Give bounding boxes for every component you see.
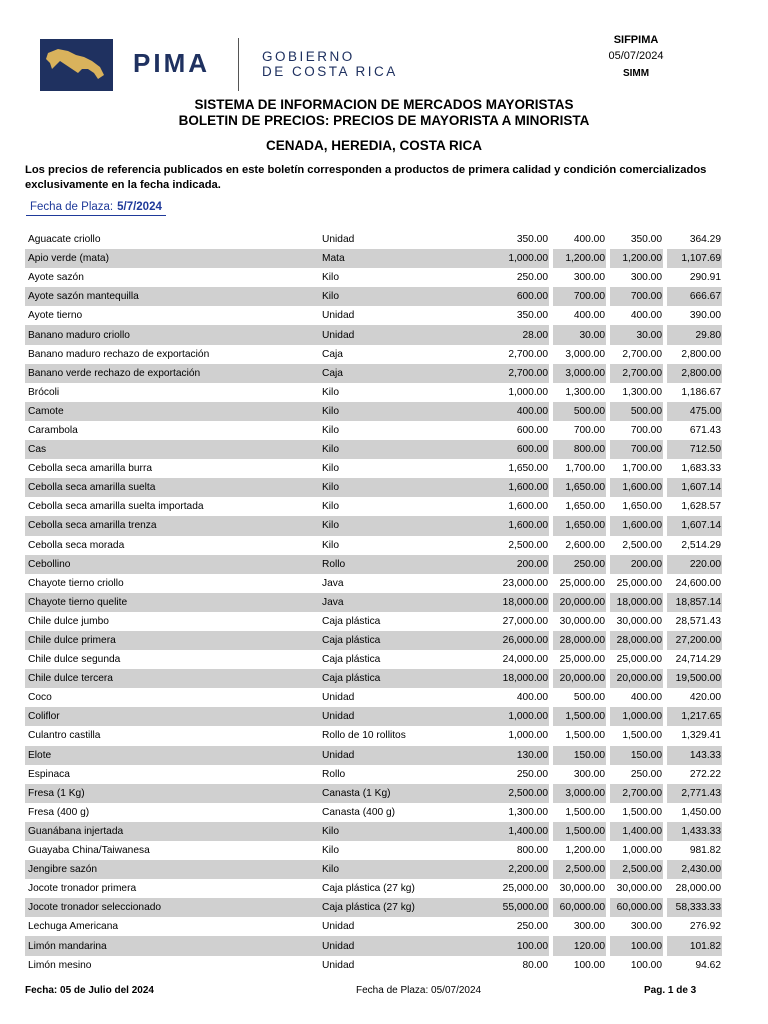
table-row xyxy=(25,726,722,745)
price-max: 1,650.00 xyxy=(565,501,605,513)
product-name: Cebolla seca morada xyxy=(28,539,125,551)
logo-divider xyxy=(238,38,239,91)
price-max: 25,000.00 xyxy=(559,654,605,666)
price-max: 1,500.00 xyxy=(565,806,605,818)
price-min: 2,700.00 xyxy=(492,364,549,383)
product-name: Culantro castilla xyxy=(28,730,101,742)
table-row xyxy=(25,287,722,306)
price-max: 3,000.00 xyxy=(553,364,606,383)
price-mode: 1,200.00 xyxy=(610,249,663,268)
price-max: 20,000.00 xyxy=(553,593,606,612)
product-name: Ayote tierno xyxy=(28,310,83,322)
price-mode: 1,500.00 xyxy=(622,806,662,818)
price-mode: 1,000.00 xyxy=(622,845,662,857)
fecha-plaza-value: 5/7/2024 xyxy=(117,201,162,213)
product-name: Chayote tierno quelite xyxy=(25,593,317,612)
product-name: Jocote tronador seleccionado xyxy=(25,898,317,917)
price-min: 2,200.00 xyxy=(492,860,549,879)
product-name: Lechuga Americana xyxy=(28,921,119,933)
unit-name: Java xyxy=(317,593,492,612)
price-avg: 272.22 xyxy=(689,768,721,780)
price-avg: 1,607.14 xyxy=(667,478,722,497)
table-row xyxy=(25,707,722,726)
table-row xyxy=(25,822,722,841)
price-avg: 2,514.29 xyxy=(681,539,721,551)
unit-name: Caja plástica (27 kg) xyxy=(317,898,492,917)
unit-name: Kilo xyxy=(322,463,339,475)
price-mode: 2,500.00 xyxy=(622,539,662,551)
price-mode: 30,000.00 xyxy=(616,883,662,895)
unit-name: Kilo xyxy=(317,478,492,497)
price-avg: 2,800.00 xyxy=(681,348,721,360)
unit-name: Kilo xyxy=(322,424,339,436)
price-avg: 1,329.41 xyxy=(681,730,721,742)
price-min: 600.00 xyxy=(492,287,549,306)
product-name: Banano maduro rechazo de exportación xyxy=(28,348,210,360)
price-avg: 2,800.00 xyxy=(667,364,722,383)
price-max: 400.00 xyxy=(573,234,605,246)
table-row xyxy=(25,574,722,593)
table-row xyxy=(25,688,722,707)
price-mode: 18,000.00 xyxy=(610,593,663,612)
price-avg: 276.92 xyxy=(689,921,721,933)
price-max: 150.00 xyxy=(553,746,606,765)
fecha-plaza-label: Fecha de Plaza: xyxy=(30,201,114,213)
price-min: 80.00 xyxy=(522,959,548,971)
unit-name: Unidad xyxy=(317,707,492,726)
unit-name: Rollo xyxy=(317,555,492,574)
table-row xyxy=(25,765,722,784)
title-line-3: CENADA, HEREDIA, COSTA RICA xyxy=(265,138,482,153)
unit-name: Unidad xyxy=(317,936,492,955)
table-row xyxy=(25,249,722,268)
product-name: Fresa (400 g) xyxy=(28,806,90,818)
price-min: 27,000.00 xyxy=(502,615,548,627)
unit-name: Kilo xyxy=(322,539,339,551)
price-mode: 30,000.00 xyxy=(616,615,662,627)
unit-name: Unidad xyxy=(322,310,355,322)
unit-name: Unidad xyxy=(322,692,355,704)
table-row xyxy=(25,421,722,440)
price-min: 55,000.00 xyxy=(492,898,549,917)
price-max: 700.00 xyxy=(573,424,605,436)
product-name: Chile dulce primera xyxy=(25,631,317,650)
table-row xyxy=(25,746,722,765)
price-mode: 25,000.00 xyxy=(616,654,662,666)
gov-line-1: GOBIERNO xyxy=(262,49,355,64)
price-min: 250.00 xyxy=(516,768,548,780)
table-row xyxy=(25,364,722,383)
price-mode: 150.00 xyxy=(610,746,663,765)
table-row xyxy=(25,650,722,669)
pima-logo-text: PIMA xyxy=(133,48,210,78)
unit-name: Canasta (1 Kg) xyxy=(317,784,492,803)
table-row xyxy=(25,879,722,898)
price-min: 2,500.00 xyxy=(508,539,548,551)
table-row xyxy=(25,784,722,803)
price-max: 30.00 xyxy=(553,325,606,344)
unit-name: Kilo xyxy=(322,272,339,284)
costa-rica-map-logo xyxy=(40,39,113,91)
price-max: 20,000.00 xyxy=(553,669,606,688)
product-name: Brócoli xyxy=(28,386,60,398)
table-row xyxy=(25,917,722,936)
product-name: Guayaba China/Taiwanesa xyxy=(28,845,150,857)
price-min: 350.00 xyxy=(516,234,548,246)
price-avg: 1,433.33 xyxy=(667,822,722,841)
price-avg: 28,571.43 xyxy=(675,615,721,627)
price-max: 2,600.00 xyxy=(565,539,605,551)
unit-name: Kilo xyxy=(317,287,492,306)
price-min: 2,500.00 xyxy=(492,784,549,803)
price-avg: 1,107.69 xyxy=(667,249,722,268)
unit-name: Caja plástica xyxy=(322,615,381,627)
table-row xyxy=(25,669,722,688)
table-row xyxy=(25,936,722,955)
table-row xyxy=(25,306,722,325)
product-name: Jocote tronador primera xyxy=(28,883,137,895)
unit-name: Kilo xyxy=(317,402,492,421)
product-name: Chile dulce tercera xyxy=(25,669,317,688)
price-max: 100.00 xyxy=(573,959,605,971)
price-mode: 100.00 xyxy=(630,959,662,971)
price-max: 3,000.00 xyxy=(565,348,605,360)
price-min: 600.00 xyxy=(516,424,548,436)
price-max: 800.00 xyxy=(553,440,606,459)
title-line-1: SISTEMA DE INFORMACION DE MERCADOS MAYORISTAS xyxy=(194,97,574,112)
product-name: Carambola xyxy=(28,424,78,436)
unit-name: Caja plástica xyxy=(322,654,381,666)
price-avg: 290.91 xyxy=(689,272,721,284)
price-max: 400.00 xyxy=(573,310,605,322)
unit-name: Unidad xyxy=(322,959,355,971)
price-max: 30,000.00 xyxy=(559,883,605,895)
price-mode: 2,700.00 xyxy=(622,348,662,360)
price-min: 26,000.00 xyxy=(492,631,549,650)
price-avg: 19,500.00 xyxy=(667,669,722,688)
price-max: 1,650.00 xyxy=(553,478,606,497)
price-min: 130.00 xyxy=(492,746,549,765)
price-max: 500.00 xyxy=(573,692,605,704)
price-avg: 27,200.00 xyxy=(667,631,722,650)
price-min: 1,600.00 xyxy=(492,516,549,535)
price-avg: 24,600.00 xyxy=(675,577,721,589)
price-mode: 100.00 xyxy=(610,936,663,955)
table-row xyxy=(25,268,722,287)
table-row xyxy=(25,325,722,344)
price-max: 30,000.00 xyxy=(559,615,605,627)
footer-page: Pag. 1 de 3 xyxy=(644,985,697,996)
price-min: 800.00 xyxy=(516,845,548,857)
product-name: Espinaca xyxy=(28,768,70,780)
fecha-plaza xyxy=(26,201,166,216)
price-max: 1,500.00 xyxy=(565,730,605,742)
price-mode: 1,650.00 xyxy=(622,501,662,513)
price-mode: 2,700.00 xyxy=(610,364,663,383)
price-max: 25,000.00 xyxy=(559,577,605,589)
price-avg: 143.33 xyxy=(667,746,722,765)
product-name: Coliflor xyxy=(25,707,317,726)
price-avg: 18,857.14 xyxy=(667,593,722,612)
price-min: 1,300.00 xyxy=(508,806,548,818)
table-row xyxy=(25,497,722,516)
price-min: 400.00 xyxy=(516,692,548,704)
price-max: 28,000.00 xyxy=(553,631,606,650)
unit-name: Rollo xyxy=(322,768,346,780)
system-code: SIFPIMA xyxy=(613,34,659,46)
price-max: 500.00 xyxy=(553,402,606,421)
unit-name: Mata xyxy=(317,249,492,268)
product-name: Ayote sazón mantequilla xyxy=(25,287,317,306)
price-avg: 1,217.65 xyxy=(667,707,722,726)
table-row xyxy=(25,956,722,975)
price-avg: 1,683.33 xyxy=(681,463,721,475)
price-min: 1,000.00 xyxy=(508,730,548,742)
price-min: 24,000.00 xyxy=(502,654,548,666)
price-mode: 300.00 xyxy=(630,272,662,284)
price-avg: 58,333.33 xyxy=(667,898,722,917)
price-mode: 350.00 xyxy=(630,234,662,246)
price-avg: 94.62 xyxy=(695,959,721,971)
price-mode: 250.00 xyxy=(630,768,662,780)
price-min: 23,000.00 xyxy=(502,577,548,589)
price-max: 1,650.00 xyxy=(553,516,606,535)
price-min: 1,000.00 xyxy=(492,707,549,726)
table-row xyxy=(25,536,722,555)
price-avg: 671.43 xyxy=(689,424,721,436)
price-avg: 220.00 xyxy=(667,555,722,574)
price-mode: 25,000.00 xyxy=(616,577,662,589)
price-mode: 1,600.00 xyxy=(610,516,663,535)
price-mode: 500.00 xyxy=(610,402,663,421)
price-max: 120.00 xyxy=(553,936,606,955)
product-name: Fresa (1 Kg) xyxy=(25,784,317,803)
table-row xyxy=(25,803,722,822)
price-mode: 300.00 xyxy=(630,921,662,933)
price-min: 1,600.00 xyxy=(492,478,549,497)
price-mode: 1,000.00 xyxy=(610,707,663,726)
price-mode: 1,400.00 xyxy=(610,822,663,841)
price-max: 250.00 xyxy=(553,555,606,574)
unit-name: Unidad xyxy=(317,746,492,765)
price-avg: 24,714.29 xyxy=(675,654,721,666)
price-max: 2,500.00 xyxy=(553,860,606,879)
price-mode: 60,000.00 xyxy=(610,898,663,917)
price-avg: 28,000.00 xyxy=(675,883,721,895)
price-table xyxy=(25,230,722,975)
table-row xyxy=(25,402,722,421)
price-avg: 1,450.00 xyxy=(681,806,721,818)
price-min: 1,650.00 xyxy=(508,463,548,475)
price-mode: 30.00 xyxy=(610,325,663,344)
product-name: Limón mandarina xyxy=(25,936,317,955)
table-row xyxy=(25,898,722,917)
price-max: 60,000.00 xyxy=(553,898,606,917)
government-logo-text xyxy=(262,49,398,79)
price-min: 350.00 xyxy=(516,310,548,322)
unit-name: Unidad xyxy=(322,234,355,246)
price-max: 1,700.00 xyxy=(565,463,605,475)
price-mode: 200.00 xyxy=(610,555,663,574)
price-min: 18,000.00 xyxy=(492,593,549,612)
product-name: Cebolla seca amarilla trenza xyxy=(25,516,317,535)
sub-code: SIMM xyxy=(622,68,650,79)
product-name: Cebolla seca amarilla burra xyxy=(28,463,153,475)
price-avg: 1,628.57 xyxy=(681,501,721,513)
footer-date: Fecha: 05 de Julio del 2024 xyxy=(25,985,154,996)
price-max: 700.00 xyxy=(553,287,606,306)
gov-line-2: DE COSTA RICA xyxy=(262,64,398,79)
price-max: 300.00 xyxy=(573,272,605,284)
map-icon xyxy=(40,39,113,91)
price-max: 300.00 xyxy=(573,921,605,933)
table-row xyxy=(25,230,722,249)
price-mode: 400.00 xyxy=(630,692,662,704)
unit-name: Caja plástica xyxy=(317,669,492,688)
table-row xyxy=(25,516,722,535)
price-min: 1,000.00 xyxy=(508,386,548,398)
unit-name: Kilo xyxy=(317,516,492,535)
price-min: 1,000.00 xyxy=(492,249,549,268)
price-min: 18,000.00 xyxy=(492,669,549,688)
unit-name: Kilo xyxy=(317,860,492,879)
price-avg: 390.00 xyxy=(689,310,721,322)
unit-name: Kilo xyxy=(322,845,339,857)
product-name: Camote xyxy=(25,402,317,421)
price-mode: 400.00 xyxy=(630,310,662,322)
price-avg: 2,430.00 xyxy=(667,860,722,879)
price-min: 28.00 xyxy=(492,325,549,344)
price-mode: 700.00 xyxy=(610,440,663,459)
price-avg: 2,771.43 xyxy=(667,784,722,803)
product-name: Banano maduro criollo xyxy=(25,325,317,344)
table-row xyxy=(25,841,722,860)
table-row xyxy=(25,555,722,574)
price-avg: 1,186.67 xyxy=(681,386,721,398)
product-name: Cas xyxy=(25,440,317,459)
table-row xyxy=(25,860,722,879)
footer-fecha-plaza: Fecha de Plaza: 05/07/2024 xyxy=(356,985,482,996)
product-name: Cebolla seca amarilla suelta xyxy=(25,478,317,497)
unit-name: Kilo xyxy=(317,822,492,841)
price-mode: 2,700.00 xyxy=(610,784,663,803)
table-row xyxy=(25,631,722,650)
price-avg: 101.82 xyxy=(667,936,722,955)
price-min: 250.00 xyxy=(516,272,548,284)
product-name: Apio verde (mata) xyxy=(25,249,317,268)
price-min: 600.00 xyxy=(492,440,549,459)
product-name: Guanábana injertada xyxy=(25,822,317,841)
product-name: Coco xyxy=(28,692,52,704)
price-mode: 1,600.00 xyxy=(610,478,663,497)
unit-name: Caja plástica (27 kg) xyxy=(322,883,415,895)
price-max: 1,500.00 xyxy=(553,707,606,726)
price-avg: 364.29 xyxy=(689,234,721,246)
unit-name: Caja xyxy=(317,364,492,383)
table-row xyxy=(25,593,722,612)
table-row xyxy=(25,478,722,497)
unit-name: Kilo xyxy=(317,440,492,459)
price-min: 25,000.00 xyxy=(502,883,548,895)
unit-name: Unidad xyxy=(317,325,492,344)
product-name: Chayote tierno criollo xyxy=(28,577,124,589)
price-mode: 1,500.00 xyxy=(622,730,662,742)
price-max: 1,200.00 xyxy=(553,249,606,268)
price-avg: 475.00 xyxy=(667,402,722,421)
product-name: Banano verde rechazo de exportación xyxy=(25,364,317,383)
price-min: 100.00 xyxy=(492,936,549,955)
product-name: Chile dulce jumbo xyxy=(28,615,109,627)
unit-name: Caja xyxy=(322,348,343,360)
price-max: 1,500.00 xyxy=(553,822,606,841)
product-name: Chile dulce segunda xyxy=(28,654,121,666)
price-mode: 20,000.00 xyxy=(610,669,663,688)
table-row xyxy=(25,383,722,402)
price-avg: 666.67 xyxy=(667,287,722,306)
price-min: 1,600.00 xyxy=(508,501,548,513)
unit-name: Caja plástica xyxy=(317,631,492,650)
price-avg: 420.00 xyxy=(689,692,721,704)
product-name: Aguacate criollo xyxy=(28,234,101,246)
disclaimer-note: Los precios de referencia publicados en este boletín corresponden a productos de primera calidad y condición comercializados exclusivamente en la fecha indicada. xyxy=(25,164,707,191)
unit-name: Unidad xyxy=(322,921,355,933)
unit-name: Java xyxy=(322,577,344,589)
product-name: Ayote sazón xyxy=(28,272,84,284)
price-avg: 981.82 xyxy=(689,845,721,857)
product-name: Jengibre sazón xyxy=(25,860,317,879)
price-mode: 2,500.00 xyxy=(610,860,663,879)
price-avg: 29.80 xyxy=(667,325,722,344)
price-max: 1,200.00 xyxy=(565,845,605,857)
price-avg: 712.50 xyxy=(667,440,722,459)
price-min: 200.00 xyxy=(492,555,549,574)
price-avg: 1,607.14 xyxy=(667,516,722,535)
unit-name: Kilo xyxy=(322,501,339,513)
price-min: 250.00 xyxy=(516,921,548,933)
table-row xyxy=(25,612,722,631)
price-max: 300.00 xyxy=(573,768,605,780)
table-row xyxy=(25,440,722,459)
product-name: Elote xyxy=(25,746,317,765)
price-min: 400.00 xyxy=(492,402,549,421)
price-mode: 700.00 xyxy=(610,287,663,306)
price-mode: 28,000.00 xyxy=(610,631,663,650)
table-row xyxy=(25,345,722,364)
unit-name: Rollo de 10 rollitos xyxy=(322,730,406,742)
price-mode: 700.00 xyxy=(630,424,662,436)
price-mode: 1,300.00 xyxy=(622,386,662,398)
unit-name: Canasta (400 g) xyxy=(322,806,396,818)
title-line-2: BOLETIN DE PRECIOS: PRECIOS DE MAYORISTA A MINORISTA xyxy=(178,113,590,128)
price-mode: 1,700.00 xyxy=(622,463,662,475)
price-min: 1,400.00 xyxy=(492,822,549,841)
table-row xyxy=(25,459,722,478)
price-max: 3,000.00 xyxy=(553,784,606,803)
price-min: 2,700.00 xyxy=(508,348,548,360)
product-name: Cebollino xyxy=(25,555,317,574)
unit-name: Kilo xyxy=(322,386,339,398)
price-max: 1,300.00 xyxy=(565,386,605,398)
product-name: Limón mesino xyxy=(28,959,92,971)
header-date: 05/07/2024 xyxy=(608,50,664,62)
product-name: Cebolla seca amarilla suelta importada xyxy=(28,501,204,513)
